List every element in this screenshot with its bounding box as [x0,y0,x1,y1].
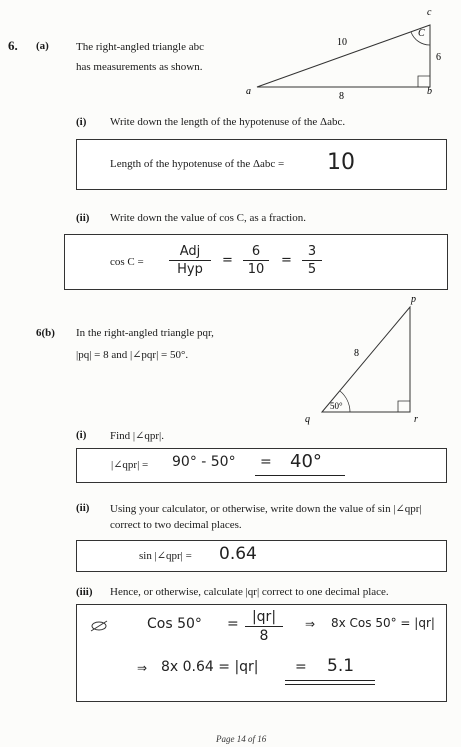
vertex-r-label: r [414,414,418,425]
fraction-numerator: |qr| [245,609,283,627]
equals-sign: = [260,454,272,470]
answer-label: |∠qpr| = [111,459,149,471]
fraction-denominator: Hyp [177,262,203,277]
part-a-i-question: Write down the length of the hypotenuse of the Δabc. [110,116,346,128]
fraction-numerator: Adj [169,244,211,261]
part-a-ii-label: (ii) [76,212,90,224]
answer-box-b-i [76,448,447,483]
fraction-adj-over-hyp [169,244,211,277]
implies-arrow: ⇒ [137,661,148,675]
part-b-i-question: Find |∠qpr|. [110,430,164,442]
page-number: Page 14 of 16 [216,734,267,744]
side-ab-label: 8 [339,91,344,102]
handwritten-answer: 10 [327,150,355,175]
side-cb-label: 6 [436,52,441,63]
equals-sign: = [227,616,239,632]
triangle-pqr [322,307,410,412]
side-pq-label: 8 [354,348,359,359]
right-angle-marker-r [398,401,410,412]
handwritten-substitution: 8x 0.64 = |qr| [161,659,259,675]
answer-box-a-i [76,139,447,190]
part-b-iii-label: (iii) [76,586,93,598]
part-a-i-label: (i) [76,116,87,128]
answer-double-underline [285,684,375,685]
part-b-label: 6(b) [36,327,55,339]
fraction-denominator: 8 [259,628,269,644]
implies-arrow: ⇒ [305,617,316,631]
answer-box-a-ii [64,234,448,290]
part-b-iii-question: Hence, or otherwise, calculate |qr| correct to one decimal place. [110,586,389,598]
part-a-label: (a) [36,40,49,52]
equals-sign: = [222,253,233,268]
fraction-numerator: 3 [302,244,322,261]
fraction-qr-over-8 [245,609,283,644]
part-b-ii-label: (ii) [76,502,90,514]
fraction-6-over-10 [243,244,269,277]
part-a-ii-question: Write down the value of cos C, as a fraction. [110,212,306,224]
part-b-ii-question-line1: Using your calculator, or otherwise, write down the value of sin |∠qpr| [110,503,422,515]
equals-sign: = [281,253,292,268]
fraction-numerator: 6 [243,244,269,261]
part-b-ii-question-line2: correct to two decimal places. [110,519,242,531]
answer-box-b-iii [76,604,447,702]
fraction-3-over-5 [302,244,322,277]
vertex-q-label: q [305,414,310,425]
answer-underline [255,475,345,476]
handwritten-rearrangement: 8x Cos 50° = |qr| [331,616,435,630]
part-a-intro-line2: has measurements as shown. [76,61,203,73]
triangle-abc-diagram [240,5,450,105]
answer-label: Length of the hypotenuse of the Δabc = [110,158,285,170]
angle-q-label: 50° [330,401,343,411]
angle-c-label: C [418,28,425,39]
answer-box-b-ii [76,540,447,572]
vertex-c-label: c [427,7,432,18]
handwritten-answer: 40° [290,451,322,472]
part-a-intro-line1: The right-angled triangle abc [76,41,204,53]
answer-underline [285,680,375,681]
handwritten-working: 90° - 50° [172,454,236,470]
equals-sign: = [295,659,307,675]
vertex-p-label: p [411,294,416,305]
part-b-intro-line1: In the right-angled triangle pqr, [76,327,214,339]
handwritten-cos50: Cos 50° [147,616,202,632]
triangle-abc [257,25,430,87]
handwritten-answer: 5.1 [327,656,355,676]
vertex-a-label: a [246,86,251,97]
fraction-denominator: 5 [307,262,317,277]
vertex-b-label: b [427,86,432,97]
question-number: 6. [8,38,18,53]
handwritten-answer: 0.64 [219,544,257,564]
triangle-pqr-diagram [300,290,440,430]
pencil-mark-icon [89,619,109,633]
fraction-denominator: 10 [247,262,265,277]
part-b-i-label: (i) [76,429,87,441]
side-ac-label: 10 [337,37,347,48]
part-b-intro-line2: |pq| = 8 and |∠pqr| = 50°. [76,349,189,361]
answer-label: sin |∠qpr| = [139,550,192,562]
cos-c-prefix: cos C = [110,256,144,268]
